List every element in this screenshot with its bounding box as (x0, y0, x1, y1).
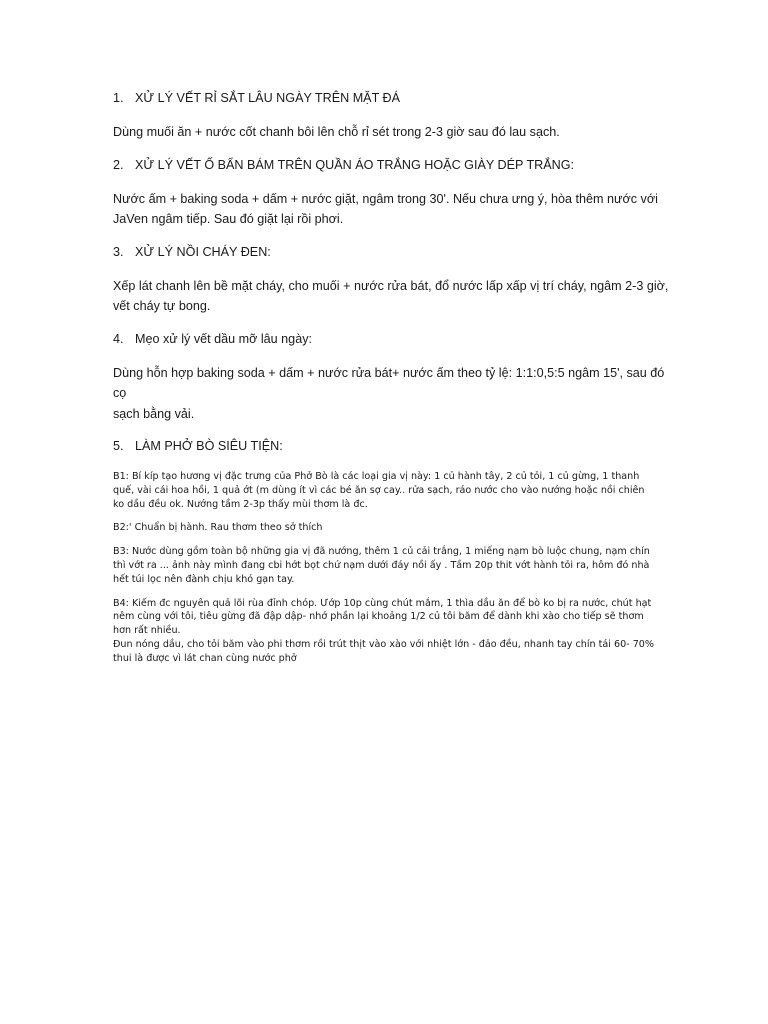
step-line: nêm cùng với tôi, tiêu gừng đã đập dập- nhớ phần lại khoảng 1/2 củ tôi băm để dành khi xào cho tiếp sẽ thơm (113, 611, 644, 623)
step-line: quế, vài cái hoa hồi, 1 quả ớt (m dùng ít vì các bé ăn sợ cay.. rửa sạch, ráo nước cho vào nướng hoặc nồi chiên (113, 484, 645, 496)
recipe-step-b1 (113, 470, 673, 511)
section-title: XỬ LÝ NỒI CHÁY ĐEN: (135, 244, 271, 259)
section-heading (113, 155, 673, 175)
section-paragraph (113, 363, 673, 425)
section-title: LÀM PHỞ BÒ SIÊU TIỆN: (135, 439, 283, 453)
section-number: 4. (113, 331, 124, 346)
step-line: thì vớt ra ... ảnh này mình đang cbi hớt bọt chứ nạm dưới đáy nồi ấy . Tầm 20p thit vớt hành tỏi ra, hôm đó nhà (113, 559, 650, 571)
paragraph-line: Nước ấm + baking soda + dấm + nước giặt, ngâm trong 30'. Nếu chưa ưng ý, hòa thêm nước với (113, 191, 658, 206)
section-number: 5. (113, 439, 124, 453)
step-line: hết túi lọc nên đành chịu khó gạn tay. (113, 573, 295, 585)
paragraph-line: Dùng hỗn hợp baking soda + dấm + nước rửa bát+ nước ấm theo tỷ lệ: 1:1:0,5:5 ngâm 15', sau đó cọ (113, 365, 665, 400)
document-body (113, 88, 673, 676)
paragraph-line: sạch bằng vải. (113, 406, 195, 421)
recipe-step-b2 (113, 521, 673, 535)
section-paragraph (113, 276, 673, 317)
recipe-step-b4 (113, 597, 673, 666)
paragraph-line: Dùng muối ăn + nước cốt chanh bôi lên chỗ rỉ sét trong 2-3 giờ sau đó lau sạch. (113, 125, 560, 139)
paragraph-line: JaVen ngâm tiếp. Sau đó giặt lại rồi phơi. (113, 212, 344, 226)
section-number: 3. (113, 244, 124, 259)
section-heading (113, 242, 673, 262)
section-title: XỬ LÝ VẾT Ố BẨN BÁM TRÊN QUẦN ÁO TRẮNG HOẶC GIÀY DÉP TRẮNG: (135, 157, 575, 172)
step-line: hơn rất nhiều. (113, 625, 181, 637)
step-line: B1: Bí kíp tạo hương vị đặc trưng của Phở Bò là các loại gia vị này: 1 củ hành tây, 2 củ tỏi, 1 củ gừng, 1 thanh (113, 471, 640, 482)
section-title: Mẹo xử lý vết dầu mỡ lâu ngày: (135, 331, 312, 346)
step-line: B4: Kiếm đc nguyên quả lõi rùa đỉnh chóp. Ướp 10p cùng chút mắm, 1 thìa dầu ăn để bò ko bị ra nước, chút hạt (113, 597, 652, 609)
section-number: 1. (113, 91, 124, 105)
step-line: thui là được vì lát chan cùng nước phở (113, 652, 297, 664)
section-heading (113, 88, 673, 108)
step-line: B2:' Chuẩn bị hành. Rau thơm theo sở thích (113, 522, 323, 534)
section-number: 2. (113, 157, 124, 172)
step-line: Đun nóng dầu, cho tỏi băm vào phi thơm rồi trút thịt vào xào với nhiệt lớn - đảo đều, nhanh tay chín tái 60- 70% (113, 638, 655, 650)
section-paragraph (113, 122, 673, 143)
paragraph-line: Xếp lát chanh lên bề mặt cháy, cho muối + nước rửa bát, đổ nước lấp xấp vị trí cháy, ngâm 2-3 giờ, (113, 278, 669, 293)
section-heading (113, 329, 673, 349)
step-line: ko dầu đều ok. Nướng tầm 2-3p thấy mùi thơm là đc. (113, 498, 368, 510)
section-title: XỬ LÝ VẾT RỈ SẮT LÂU NGÀY TRÊN MẶT ĐÁ (135, 91, 401, 105)
section-heading (113, 436, 673, 456)
section-paragraph (113, 189, 673, 230)
step-line: B3: Nước dùng gồm toàn bộ những gia vị đã nướng, thêm 1 củ cải trắng, 1 miếng nạm bò luộc chung, nạm chín (113, 546, 650, 558)
paragraph-line: vết cháy tự bong. (113, 299, 211, 313)
recipe-step-b3 (113, 545, 673, 586)
